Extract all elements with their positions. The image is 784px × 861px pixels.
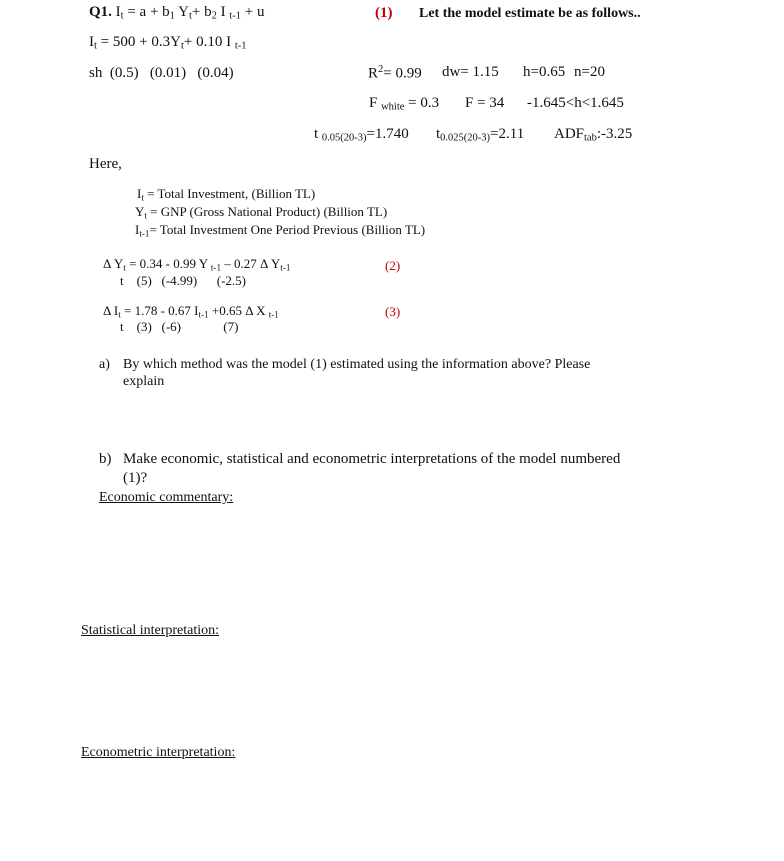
h-range: -1.645<h<1.645 bbox=[527, 95, 624, 111]
economic-commentary-heading: Economic commentary: bbox=[99, 490, 234, 505]
question-label: Q1. bbox=[89, 4, 112, 20]
t-critical-2: $t_{0.025(20-3)}=2.11$ bbox=[436, 126, 525, 144]
model-number-3: (3) bbox=[385, 304, 401, 319]
model-3-t-row: t (3) (-6) (7) bbox=[120, 319, 239, 334]
part-b-question-line1: Make economic, statistical and econometric interpretations of the model numbered bbox=[123, 451, 621, 467]
model-2-equation: Δ $Y_t = 0.34 - 0.99$ Y $_{t-1}$ – 0.27 Δ $Y_{t-1}$ bbox=[103, 256, 291, 273]
adf-stat: $ADF_{tab}:-3.25$ bbox=[554, 126, 633, 144]
model-3-equation: Δ $I_t = 1.78 - 0.67$ $I_{t-1} +0.65$ Δ X $_{t-1}$ bbox=[103, 303, 279, 320]
part-a-question-line1: By which method was the model (1) estimated using the information above? Please bbox=[123, 357, 591, 372]
t-critical-1: t $_{0.05(20-3)}$=1.740 bbox=[314, 126, 409, 144]
part-b-question-line2: (1)? bbox=[123, 470, 148, 486]
definition-gnp: $Y_t$ = GNP (Gross National Product) (Billion TL) bbox=[135, 204, 388, 221]
dw-stat: dw= 1.15 bbox=[442, 64, 499, 80]
part-b-label: b) bbox=[99, 451, 112, 467]
question-header bbox=[89, 4, 264, 22]
definition-investment: $I_t$ = Total Investment, (Billion TL) bbox=[137, 186, 316, 203]
part-a-label: a) bbox=[99, 357, 110, 372]
f-stat: F = 34 bbox=[465, 95, 505, 111]
h-stat: h=0.65 bbox=[523, 64, 566, 80]
n-stat: n=20 bbox=[574, 64, 605, 80]
intro-text: Let the model estimate be as follows.. bbox=[419, 6, 641, 21]
model-spec: $I_t = a + b_1$ $Y_t+ b_2$ I $_{t-1}$ + u bbox=[115, 4, 265, 22]
econometric-interpretation-heading: Econometric interpretation: bbox=[81, 745, 236, 760]
here-label: Here, bbox=[89, 156, 122, 172]
standard-errors-row: sh (0.5) (0.01) (0.04) bbox=[89, 65, 234, 81]
definition-lagged-investment: $I_{t-1}=$ Total Investment One Period Previous (Billion TL) bbox=[135, 222, 426, 239]
r2-stat: $R^2= 0.99$ bbox=[368, 64, 422, 82]
model-2-t-row: t (5) (-4.99) (-2.5) bbox=[120, 273, 246, 288]
model-number-2: (2) bbox=[385, 258, 401, 273]
part-a-question-line2: explain bbox=[123, 374, 165, 389]
model-number-1: (1) bbox=[375, 5, 393, 21]
statistical-interpretation-heading: Statistical interpretation: bbox=[81, 623, 220, 638]
estimated-equation: $I_t = 500 + 0.3Y_t+ 0.10$ I $_{t-1}$ bbox=[89, 34, 247, 52]
fwhite-stat: F $_{white}$ = 0.3 bbox=[369, 95, 440, 113]
